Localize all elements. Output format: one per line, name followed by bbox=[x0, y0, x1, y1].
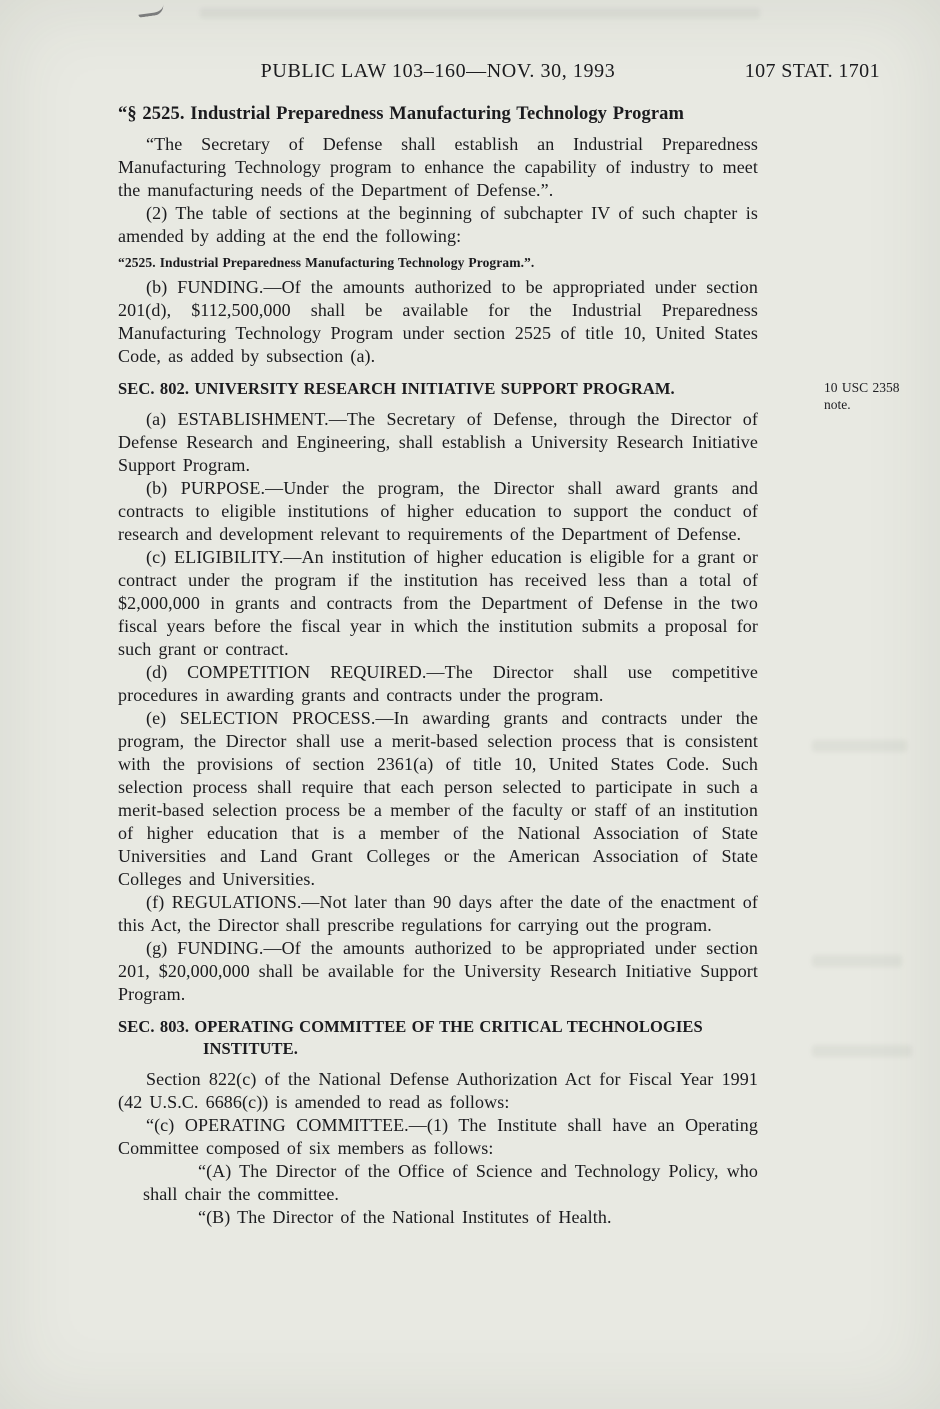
subparagraph-b: “(B) The Director of the National Institutes of Health. bbox=[198, 1207, 612, 1227]
law-citation: PUBLIC LAW 103–160—NOV. 30, 1993 bbox=[260, 60, 616, 82]
paragraph-regulations: (f) REGULATIONS.—Not later than 90 days after the date of the enactment of this Act, the Director shall prescribe regulations for carrying out the program. bbox=[118, 892, 758, 935]
paragraph-eligibility: (c) ELIGIBILITY.—An institution of higher education is eligible for a grant or contract under the program if the institution has received less than a total of $2,000,000 in grants and contracts from the Department of Defense in the two fiscal years before the fiscal year in which the institution submits a proposal for such grant or contract. bbox=[118, 547, 758, 659]
page-header bbox=[118, 60, 880, 86]
paragraph-selection-process: (e) SELECTION PROCESS.—In awarding grants and contracts under the program, the Director shall use a merit-based selection process that is consistent with the provisions of section 2361(a) of title 10, United States Code. Such selection process shall require that each person selected to participate in such a merit-based selection process be a member of the faculty or staff of an institution of higher education that is a member of the National Association of State Universities and Land Grant Colleges or the American Association of State Colleges and Universities. bbox=[118, 708, 758, 889]
bleed-through-mark bbox=[812, 1045, 912, 1057]
pen-scan-mark bbox=[137, 4, 164, 18]
paragraph-establishment: (a) ESTABLISHMENT.—The Secretary of Defense, through the Director of Defense Research and Engineering, shall establish a University Research Initiative Support Program. bbox=[118, 409, 758, 475]
paragraph-amendment-822c: Section 822(c) of the National Defense Authorization Act for Fiscal Year 1991 (42 U.S.C. 6686(c)) is amended to read as follows: bbox=[118, 1069, 758, 1112]
statute-heading-2525: “§ 2525. Industrial Preparedness Manufacturing Technology Program bbox=[118, 104, 684, 124]
paragraph-operating-committee: “(c) OPERATING COMMITTEE.—(1) The Institute shall have an Operating Committee composed of six members as follows: bbox=[118, 1115, 758, 1158]
paragraph-funding-g: (g) FUNDING.—Of the amounts authorized to be appropriated under section 201, $20,000,000 shall be available for the University Research Initiative Support Program. bbox=[118, 938, 758, 1004]
section-heading-802 bbox=[118, 378, 900, 412]
paragraph-competition: (d) COMPETITION REQUIRED.—The Director shall use competitive procedures in awarding grants and contracts under the program. bbox=[118, 662, 758, 705]
statute-text-column bbox=[118, 102, 900, 1229]
table-of-sections-entry: “2525. Industrial Preparedness Manufacturing Technology Program.”. bbox=[118, 255, 535, 270]
paragraph-funding-b: (b) FUNDING.—Of the amounts authorized to be appropriated under section 201(d), $112,500,000 shall be available for the Industrial Preparedness Manufacturing Technology Program under section 2525 of title 10, United States Code, as added by subsection (a). bbox=[118, 277, 758, 366]
bleed-through-mark bbox=[200, 8, 760, 18]
bleed-through-mark bbox=[812, 955, 902, 967]
subparagraph-a: “(A) The Director of the Office of Science and Technology Policy, who shall chair the committee. bbox=[143, 1161, 758, 1204]
section-heading-803: SEC. 803. OPERATING COMMITTEE OF THE CRITICAL TECHNOLOGIES INSTITUTE. bbox=[118, 1017, 703, 1058]
section-heading-text: SEC. 802. UNIVERSITY RESEARCH INITIATIVE SUPPORT PROGRAM. bbox=[118, 379, 675, 398]
bleed-through-mark bbox=[812, 740, 907, 752]
paragraph-amendment: (2) The table of sections at the beginning of subchapter IV of such chapter is amended by adding at the end the following: bbox=[118, 203, 758, 246]
statute-page-number: 107 STAT. 1701 bbox=[744, 60, 880, 82]
paragraph-purpose: (b) PURPOSE.—Under the program, the Director shall award grants and contracts to eligible institutions of higher education to support the conduct of research and development relevant to requirements of the Department of Defense. bbox=[118, 478, 758, 544]
margin-note-usc: 10 USC 2358 note. bbox=[824, 380, 900, 412]
paragraph-quoted-text: “The Secretary of Defense shall establish an Industrial Preparedness Manufacturing Technology program to enhance the capability of industry to meet the manufacturing needs of the Department of Defense.”. bbox=[118, 134, 758, 200]
